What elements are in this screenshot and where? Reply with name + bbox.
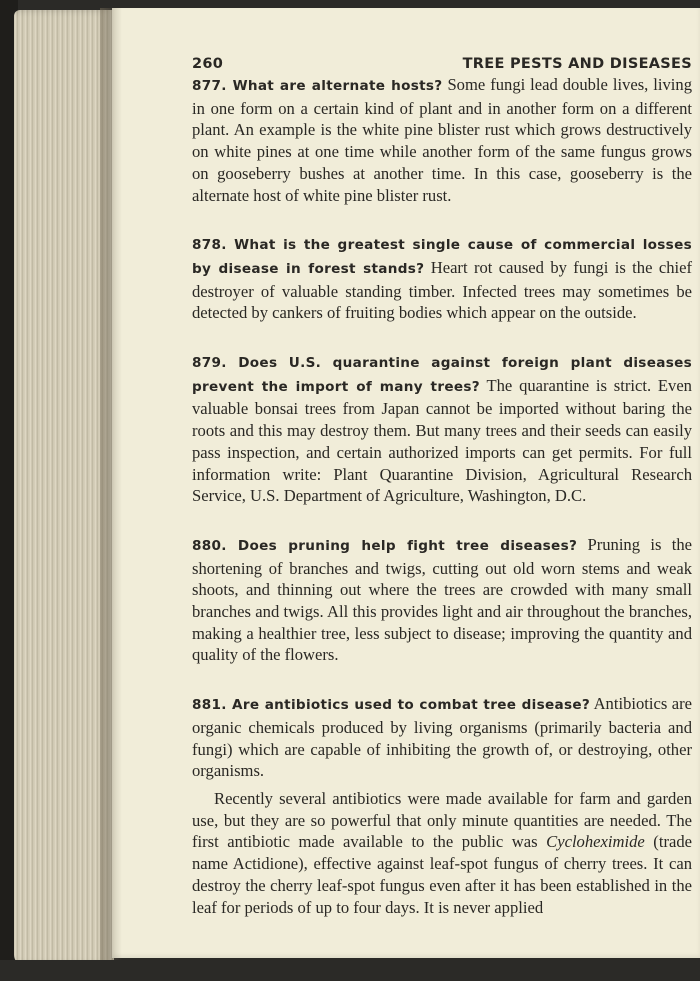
entry-question: 881. Are antibiotics used to combat tree disease? (192, 697, 591, 714)
continuation-italic-term: Cycloheximide (546, 832, 645, 852)
entry-answer: Pruning is the shortening of branches and twigs, cutting out old worn stems and weak shoots, and thinning out where the trees are crowded with many small branches and twigs. All this provides light and air throughout the branches, making a healthier tree, less subject to disease; improving the quantity and quality of the flowers. (192, 534, 692, 665)
continuation-text-after: (trade name Actidione), effective against leaf-spot fungus of cherry trees. It can destroy the cherry leaf-spot fungus even after it has been established in the leaf for periods of up to four days. It is never applied (192, 832, 692, 917)
entry-question: 880. Does pruning help fight tree diseases? (192, 537, 578, 554)
entry-879 (192, 351, 692, 507)
entry-question: 878. What is the greatest single cause of commercial losses by disease in forest stands? (192, 237, 692, 277)
page-edges (14, 10, 114, 965)
entry-question: 879. Does U.S. quarantine against foreign plant diseases prevent the import of many trees? (192, 355, 692, 395)
running-title: TREE PESTS AND DISEASES (462, 56, 692, 72)
entry-878 (192, 233, 692, 324)
background-bottom (0, 960, 700, 981)
entry-answer: Some fungi lead double lives, living in one form on a certain kind of plant and in another form on a different plant. An example is the white pine blister rust which grows destructively on white pines at one time while another form of the same fungus grows on gooseberry bushes at another time. In this case, gooseberry is the alternate host of white pine blister rust. (192, 75, 692, 205)
running-head (192, 56, 692, 72)
entry-877 (192, 74, 692, 206)
entry-answer: Antibiotics are organic chemicals produced by living organisms (primarily bacteria and fungi) which are capable of inhibiting the growth of, or destroying, other organisms. (192, 694, 692, 781)
entry-answer: Heart rot caused by fungi is the chief destroyer of valuable standing timber. Infected trees may sometimes be detected by cankers of fruiting bodies which appear on the outside. (192, 257, 692, 323)
spine-shadow (100, 8, 122, 968)
entry-question: 877. What are alternate hosts? (192, 78, 443, 94)
entry-answer: The quarantine is strict. Even valuable bonsai trees from Japan cannot be imported without baring the roots and this may destroy them. But many trees and their seeds can easily pass inspection, and certain authorized imports can get permits. For full information write: Plant Quarantine Division, Agricultural Research Service, U.S. Department of Agriculture, Washington, D.C. (192, 375, 692, 506)
book-page (112, 8, 700, 958)
entry-881 (192, 693, 692, 782)
page-content (192, 56, 692, 918)
entry-880 (192, 534, 692, 666)
continuation-text-before: Recently several antibiotics were made available for farm and garden use, but they are so powerful that only minute quantities are needed. The first antibiotic made available to the public was (192, 788, 692, 852)
page-number: 260 (192, 56, 224, 72)
continuation-paragraph (192, 788, 692, 918)
